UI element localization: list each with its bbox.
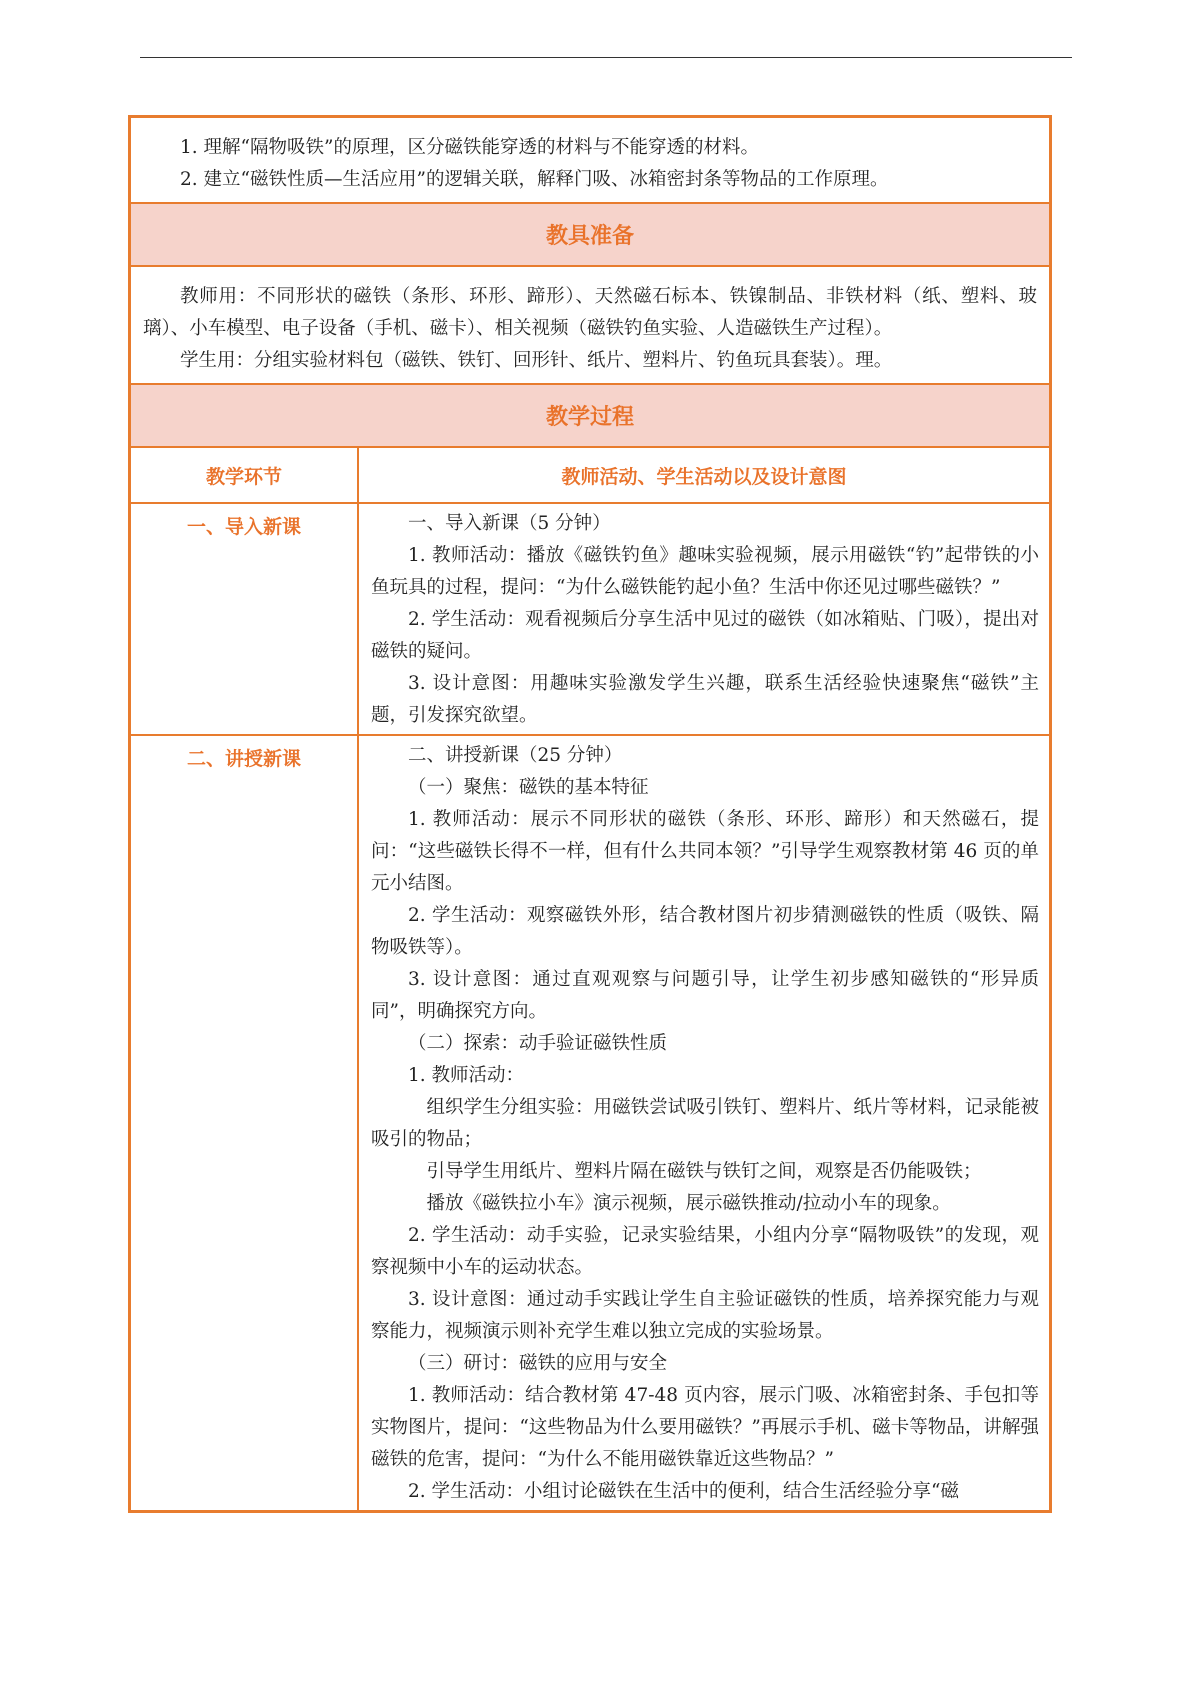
tools-line: 学生用：分组实验材料包（磁铁、铁钉、回形针、纸片、塑料片、钓鱼玩具套装）。理。 <box>180 350 893 371</box>
content-line: 1. 教师活动：结合教材第 47-48 页内容，展示门吸、冰箱密封条、手包扣等实物图片，提问：“这些物品为什么要用磁铁？”再展示手机、磁卡等物品，讲解强磁铁的危害，提问：“为什么不能用磁铁靠近这些物品？” <box>371 1385 1039 1470</box>
column-header-row <box>131 448 1049 504</box>
header-rule <box>140 57 1072 58</box>
content-line: 引导学生用纸片、塑料片隔在磁铁与铁钉之间，观察是否仍能吸铁； <box>426 1161 982 1182</box>
objective-line: 1. 理解“隔物吸铁”的原理，区分磁铁能穿透的材料与不能穿透的材料。 <box>180 137 759 158</box>
content-line: 2. 学生活动：观察磁铁外形，结合教材图片初步猜测磁铁的性质（吸铁、隔物吸铁等）。 <box>371 905 1039 958</box>
content-line: 2. 学生活动：动手实验，记录实验结果，小组内分享“隔物吸铁”的发现，观察视频中小车的运动状态。 <box>371 1225 1039 1278</box>
content-line: 3. 设计意图：通过动手实践让学生自主验证磁铁的性质，培养探究能力与观察能力，视频演示则补充学生难以独立完成的实验场景。 <box>371 1289 1039 1342</box>
content-line: 3. 设计意图：用趣味实验激发学生兴趣，联系生活经验快速聚焦“磁铁”主题，引发探究欲望。 <box>371 673 1039 726</box>
subheading: （一）聚焦：磁铁的基本特征 <box>408 777 649 798</box>
objectives-cell <box>131 118 1049 204</box>
content-line: 1. 教师活动：展示不同形状的磁铁（条形、环形、蹄形）和天然磁石，提问：“这些磁铁长得不一样，但有什么共同本领？”引导学生观察教材第 46 页的单元小结图。 <box>371 809 1039 894</box>
section-content <box>359 504 1049 734</box>
section-label: 一、导入新课 <box>131 504 359 734</box>
subheading: （三）研讨：磁铁的应用与安全 <box>408 1353 668 1374</box>
section-label: 二、讲授新课 <box>131 736 359 1510</box>
tools-cell <box>131 267 1049 385</box>
subheading: （二）探索：动手验证磁铁性质 <box>408 1033 668 1054</box>
process-heading: 教学过程 <box>131 385 1049 448</box>
content-line: 1. 教师活动： <box>408 1065 525 1086</box>
content-line: 一、导入新课（5 分钟） <box>408 513 611 534</box>
content-line: 二、讲授新课（25 分钟） <box>408 745 623 766</box>
content-line: 播放《磁铁拉小车》演示视频，展示磁铁推动/拉动小车的现象。 <box>426 1193 951 1214</box>
tools-heading: 教具准备 <box>131 204 1049 267</box>
section-content <box>359 736 1049 1510</box>
lesson-plan-table <box>128 115 1052 1513</box>
objective-line: 2. 建立“磁铁性质—生活应用”的逻辑关联，解释门吸、冰箱密封条等物品的工作原理。 <box>180 169 889 190</box>
column-header-stage: 教学环节 <box>131 448 359 502</box>
tools-line: 教师用：不同形状的磁铁（条形、环形、蹄形）、天然磁石标本、铁镍制品、非铁材料（纸、塑料、玻璃）、小车模型、电子设备（手机、磁卡）、相关视频（磁铁钓鱼实验、人造磁铁生产过程）。 <box>143 286 1037 339</box>
content-line: 2. 学生活动：观看视频后分享生活中见过的磁铁（如冰箱贴、门吸），提出对磁铁的疑问。 <box>371 609 1039 662</box>
section-row-new-lesson <box>131 736 1049 1510</box>
content-line: 3. 设计意图：通过直观观察与问题引导，让学生初步感知磁铁的“形异质同”，明确探究方向。 <box>371 969 1039 1022</box>
content-line: 2. 学生活动：小组讨论磁铁在生活中的便利，结合生活经验分享“磁 <box>408 1481 959 1502</box>
column-header-activities: 教师活动、学生活动以及设计意图 <box>561 465 847 488</box>
content-line: 组织学生分组实验：用磁铁尝试吸引铁钉、塑料片、纸片等材料，记录能被吸引的物品； <box>371 1097 1039 1150</box>
section-row-intro <box>131 504 1049 736</box>
content-line: 1. 教师活动：播放《磁铁钓鱼》趣味实验视频，展示用磁铁“钓”起带铁的小鱼玩具的过程，提问：“为什么磁铁能钓起小鱼？生活中你还见过哪些磁铁？” <box>371 545 1039 598</box>
